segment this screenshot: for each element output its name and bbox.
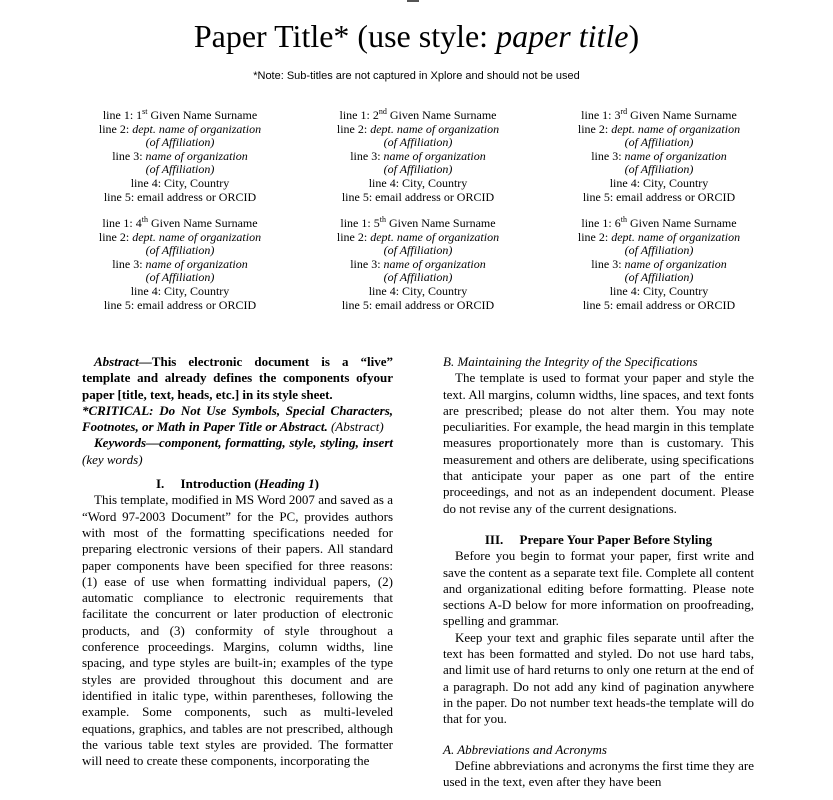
abstract-critical: *CRITICAL: Do Not Use Symbols, Special Characters, Footnotes, or Math in Paper Title or Abstract. (Abstract) [82,402,393,435]
paper-title: Paper Title* (use style: paper title) [193,18,640,54]
author-block-4: line 1: 4th Given Name Surname line 2: dept. name of organization (of Affiliation) line 3: name of organization (of Affiliation) line 4: City, Country line 5: email address or ORCID [98,215,262,312]
section-b-body: The template is used to format your paper and style the text. All margins, column widths, line spaces, and text fonts are prescribed; please do not alter them. You may note peculiarities. For example, the head margin in this template measures proportionately more than is customary. This measurement and others are deliberate, using specifications that anticipate your paper as one part of the entire proceedings, and not as an independent document. Please do not revise any of the current designations. [443,370,754,516]
section-3-paragraph-2: Keep your text and graphic files separate until after the text has been formatted and styled. Do not use hard tabs, and limit use of hard returns to only one return at the end of a paragraph. Do not add any kind of pagination anywhere in the paper. Do not number text heads-the template will do that for you. [443,629,754,727]
section-3-paragraph-1: Before you begin to format your paper, first write and save the content as a separate text file. Complete all content and organizational editing before formatting. Please note sections A-D below for more information on proofreading, spelling and grammar. [443,548,754,629]
left-column [82,354,393,769]
section-a-body: Define abbreviations and acronyms the first time they are used in the text, even after they have been [443,757,754,790]
right-column [443,354,754,790]
author-block-6: line 1: 6th Given Name Surname line 2: dept. name of organization (of Affiliation) line 3: name of organization (of Affiliation) line 4: City, Country line 5: email address or ORCID [577,215,741,312]
author-block-3: line 1: 3rd Given Name Surname line 2: dept. name of organization (of Affiliation) line 3: name of organization (of Affiliation) line 4: City, Country line 5: email address or ORCID [577,107,741,204]
subsection-heading-b: B. Maintaining the Integrity of the Specifications [443,354,698,369]
section-heading-introduction: I. Introduction (Heading 1) [155,476,320,492]
introduction-body: This template, modified in MS Word 2007 and saved as a “Word 97-2003 Document” for the PC, provides authors with most of the formatting specifications needed for preparing electronic versions of their papers. All standard paper components have been specified for three reasons: (1) ease of use when formatting individual papers, (2) automatic compliance to electronic requirements that facilitate the concurrent or later production of electronic products, and (3) conformity of style throughout a conference proceedings. Margins, column widths, line spacing, and type styles are built-in; examples of the type styles are provided throughout this document and are identified in italic type, within parentheses, following the example. Some components, such as multi-leveled equations, graphics, and tables are not prescribed, although the various table text styles are provided. The formatter will need to create these components, incorporating the [82,492,393,769]
abstract: Abstract—This electronic document is a “live” template and already defines the components ofyour paper [title, text, heads, etc.] in its style sheet. [82,354,393,402]
author-block-2: line 1: 2nd Given Name Surname line 2: dept. name of organization (of Affiliation) line 3: name of organization (of Affiliation) line 4: City, Country line 5: email address or ORCID [336,107,500,204]
page-top-marker [407,0,419,2]
subsection-heading-a: A. Abbreviations and Acronyms [443,741,607,757]
author-block-1: line 1: 1st Given Name Surname line 2: dept. name of organization (of Affiliation) line 3: name of organization (of Affiliation) line 4: City, Country line 5: email address or ORCID [98,107,262,204]
keywords: Keywords—component, formatting, style, styling, insert (key words) [82,435,393,467]
subtitle-note: *Note: Sub-titles are not captured in Xplore and should not be used [253,70,580,82]
author-block-5: line 1: 5th Given Name Surname line 2: dept. name of organization (of Affiliation) line 3: name of organization (of Affiliation) line 4: City, Country line 5: email address or ORCID [336,215,500,312]
section-heading-prepare: III. Prepare Your Paper Before Styling [484,531,713,547]
